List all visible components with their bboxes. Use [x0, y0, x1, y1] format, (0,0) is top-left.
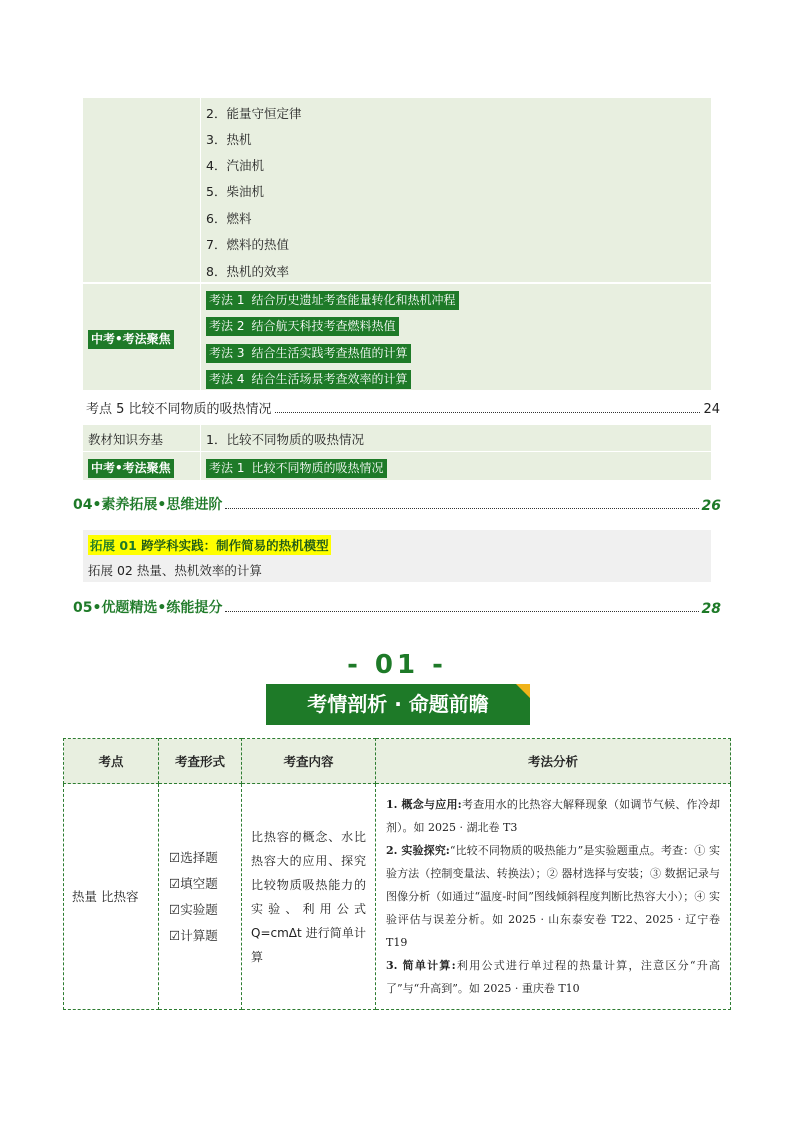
- cell-point: 热量 比热容: [64, 784, 159, 1010]
- analysis-item-1: [386, 793, 720, 839]
- toc-right-cell-items: [201, 98, 711, 282]
- toc-item[interactable]: 4．汽油机: [206, 158, 264, 173]
- focus2-label: 中考•考法聚焦: [88, 457, 174, 478]
- toc-item[interactable]: 3．热机: [206, 132, 252, 147]
- section05-line[interactable]: [73, 597, 721, 617]
- ext1-num: 01: [119, 538, 137, 553]
- section05-title: 05•优题精选•练能提分: [73, 600, 223, 616]
- toc-item[interactable]: 5．柴油机: [206, 184, 264, 199]
- method-link-2[interactable]: 考法 2 结合航天科技考查燃料热值: [206, 315, 399, 334]
- section04-page: 26: [701, 498, 721, 514]
- form-experiment: ☑实验题: [169, 901, 218, 917]
- analysis-3-label: 3. 简单计算:: [386, 959, 456, 972]
- form-fill: ☑填空题: [169, 875, 218, 891]
- header-point: 考点: [64, 739, 159, 784]
- cell-content: 比热容的概念、水比热容大的应用、探究比较物质吸热能力的实验、利用公式 Q=cmΔt 进行简单计算: [242, 784, 376, 1010]
- toc-dots: [275, 412, 701, 413]
- analysis-item-2: [386, 839, 720, 954]
- toc-item[interactable]: 6．燃料: [206, 211, 252, 226]
- form-choice: ☑选择题: [169, 849, 218, 865]
- cell-forms: [159, 784, 242, 1010]
- chapter-number: - 01 -: [347, 650, 447, 680]
- analysis-2-text: “比较不同物质的吸热能力”是实验题重点。考查：① 实验方法（控制变量法、转换法）；② 器材选择与安装；③ 数据记录与图像分析（如通过“温度-时间”图线倾斜程度判断比热容大小）；④ 实验评估与误差分析。如 2025 · 山东泰安卷 T22、2025 · 辽宁卷 T19: [386, 844, 720, 949]
- ext1-text: 跨学科实践：制作简易的热机模型: [141, 538, 329, 553]
- analysis-2-label: 2. 实验探究:: [386, 844, 450, 857]
- point5-page: 24: [703, 402, 720, 417]
- cell-analysis: [376, 784, 731, 1010]
- toc-item[interactable]: 2．能量守恒定律: [206, 106, 302, 121]
- method5-link[interactable]: 考法 1 比较不同物质的吸热情况: [206, 457, 387, 476]
- method-link-1[interactable]: 考法 1 结合历史遗址考查能量转化和热机冲程: [206, 289, 459, 308]
- section04-line[interactable]: [73, 494, 721, 514]
- toc-left-cell-base: [83, 98, 200, 282]
- method-link-4[interactable]: 考法 4 结合生活场景考查效率的计算: [206, 368, 411, 387]
- header-analysis: 考法分析: [376, 739, 731, 784]
- toc-item[interactable]: 7．燃料的热值: [206, 237, 289, 252]
- analysis-1-text: 考查用水的比热容大解释现象（如调节气候、作冷却剂）。如 2025 · 湖北卷 T3: [386, 798, 721, 834]
- ext1-prefix: 拓展: [90, 538, 116, 553]
- section05-page: 28: [701, 601, 721, 617]
- analysis-1-label: 1. 概念与应用:: [386, 798, 462, 811]
- section04-title: 04•素养拓展•思维进阶: [73, 497, 223, 513]
- analysis-3-text: 利用公式进行单过程的热量计算，注意区分“升高了”与“升高到”。如 2025 · 重庆卷 T10: [386, 959, 720, 995]
- method-link-3[interactable]: 考法 3 结合生活实践考查热值的计算: [206, 342, 411, 361]
- exam-analysis-table: [63, 738, 731, 1010]
- point5-title: 考点 5 比较不同物质的吸热情况: [86, 402, 272, 417]
- form-calc: ☑计算题: [169, 927, 218, 943]
- toc-dots: [225, 611, 698, 612]
- chapter-banner: [266, 684, 530, 725]
- extension-1[interactable]: [88, 535, 331, 555]
- focus-label: 中考•考法聚焦: [88, 328, 174, 349]
- base-label: 教材知识夯基: [88, 432, 164, 447]
- analysis-item-3: [386, 954, 720, 1000]
- toc-item[interactable]: 8．热机的效率: [206, 264, 289, 279]
- banner-corner: [516, 684, 530, 698]
- extension-2[interactable]: 拓展 02 热量、热机效率的计算: [88, 563, 262, 578]
- banner-title: 考情剖析 · 命题前瞻: [307, 692, 489, 716]
- header-content: 考查内容: [242, 739, 376, 784]
- base-item[interactable]: 1．比较不同物质的吸热情况: [206, 432, 364, 447]
- header-form: 考查形式: [159, 739, 242, 784]
- toc-dots: [225, 508, 698, 509]
- point5-toc-line[interactable]: [86, 398, 720, 417]
